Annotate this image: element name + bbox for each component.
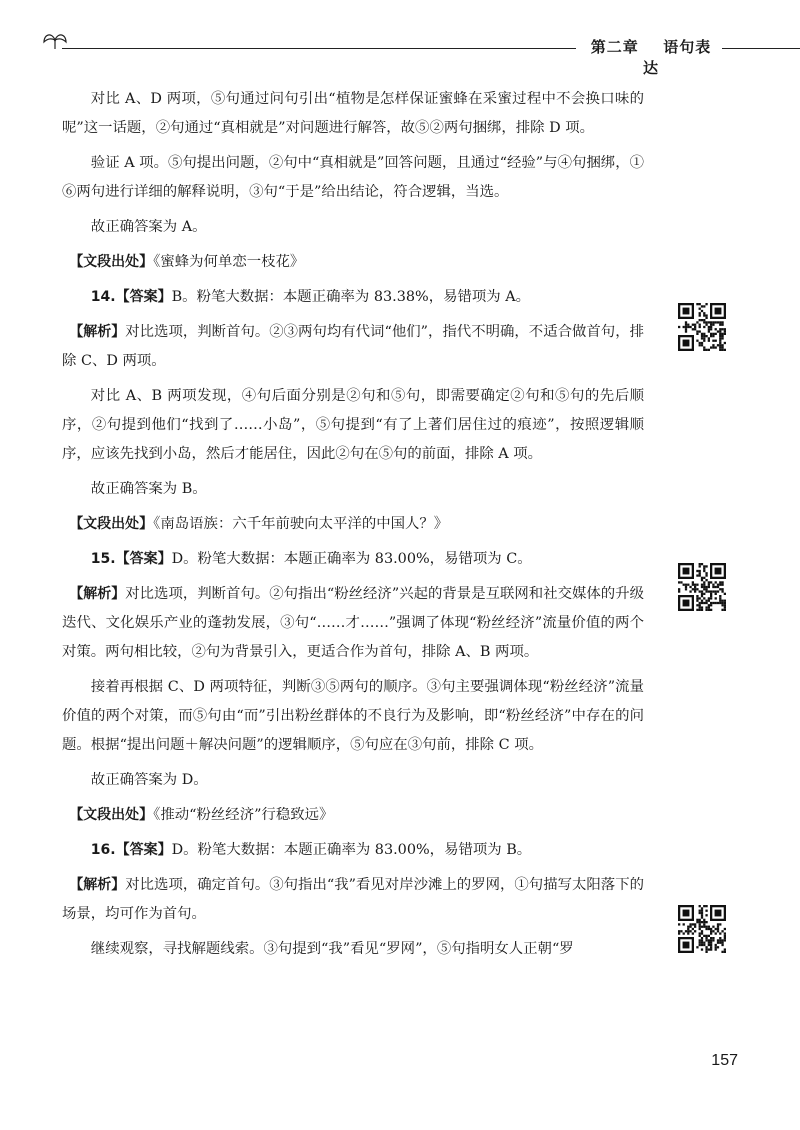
qr-code-graphic	[678, 905, 726, 953]
analysis-text: 对比选项，判断首句。②③两句均有代词“他们”，指代不明确，不适合做首句，排除 C、D 两项。	[62, 324, 645, 369]
page-number: 157	[711, 1052, 738, 1069]
source-tag: 【文段出处】	[69, 254, 154, 270]
qr-code-graphic	[678, 303, 726, 351]
page-header	[0, 0, 800, 77]
source-line	[62, 801, 644, 830]
answer-text: B。粉笔大数据：本题正确率为 83.38%，易错项为 A。	[171, 289, 531, 305]
answer-tag: 【答案】	[115, 289, 172, 305]
analysis-text: 对比选项，确定首句。③句指出“我”看见对岸沙滩上的罗网，①句描写太阳落下的场景，均可作为首句。	[62, 877, 645, 922]
analysis-q15	[62, 580, 644, 667]
question-number: 16.	[90, 842, 116, 858]
answer-text: D。粉笔大数据：本题正确率为 83.00%，易错项为 C。	[171, 551, 532, 567]
analysis-tag: 【解析】	[69, 586, 126, 602]
question-number: 15.	[90, 551, 116, 567]
analysis-q16	[62, 871, 644, 929]
chapter-number: 第二章	[590, 38, 639, 56]
paragraph: 对比 A、B 两项发现，④句后面分别是②句和⑤句，即需要确定②句和⑤句的先后顺序，②句提到他们“找到了……小岛”，⑤句提到“有了上著们居住过的痕迹”，按照逻辑顺序，应该先找到小岛，然后才能居住，因此②句在⑤句的前面，排除 A 项。	[62, 388, 644, 462]
qr-code-icon[interactable]	[678, 563, 726, 611]
answer-text: D。粉笔大数据：本题正确率为 83.00%，易错项为 B。	[171, 842, 532, 858]
source-line	[62, 248, 644, 277]
question-number: 14.	[90, 289, 116, 305]
header-rule-left	[62, 48, 576, 49]
source-title: 《南岛语族：六千年前驶向太平洋的中国人？》	[153, 516, 449, 532]
header-rule-right	[722, 48, 800, 49]
source-line	[62, 510, 644, 539]
qr-code-graphic	[678, 563, 726, 611]
source-title: 《推动“粉丝经济”行稳致远》	[153, 807, 334, 823]
section-name: 语句表达	[642, 38, 712, 77]
answer-tag: 【答案】	[115, 842, 172, 858]
paragraph: 故正确答案为 A。	[90, 219, 207, 235]
analysis-q14	[62, 318, 644, 376]
analysis-text: 对比选项，判断首句。②句指出“粉丝经济”兴起的背景是互联网和社交媒体的升级迭代、文化娱乐产业的蓬勃发展，③句“……才……”强调了体现“粉丝经济”流量价值的两个对策。两句相比较，②句为背景引入，更适合作为首句，排除 A、B 两项。	[62, 586, 645, 660]
paragraph: 故正确答案为 D。	[90, 772, 208, 788]
page-body	[62, 85, 644, 970]
qr-code-icon[interactable]	[678, 303, 726, 351]
chapter-title	[584, 36, 718, 78]
source-tag: 【文段出处】	[69, 516, 154, 532]
source-tag: 【文段出处】	[69, 807, 154, 823]
paragraph: 验证 A 项。⑤句提出问题，②句中“真相就是”回答问题，且通过“经验”与④句捆绑，①⑥两句进行详细的解释说明，③句“于是”给出结论，符合逻辑，当选。	[62, 155, 644, 200]
qr-code-icon[interactable]	[678, 905, 726, 953]
source-title: 《蜜蜂为何单恋一枝花》	[153, 254, 305, 270]
paragraph: 对比 A、D 两项，⑤句通过问句引出“植物是怎样保证蜜蜂在采蜜过程中不会换口味的呢”这一话题，②句通过“真相就是”对问题进行解答，故⑤②两句捆绑，排除 D 项。	[62, 91, 644, 136]
paragraph: 继续观察，寻找解题线索。③句提到“我”看见“罗网”，⑤句指明女人正朝“罗	[90, 941, 574, 957]
paragraph: 故正确答案为 B。	[90, 481, 207, 497]
analysis-tag: 【解析】	[69, 324, 126, 340]
answer-tag: 【答案】	[115, 551, 172, 567]
answer-line-q14	[62, 283, 644, 312]
answer-line-q15	[62, 545, 644, 574]
answer-line-q16	[62, 836, 644, 865]
analysis-tag: 【解析】	[69, 877, 126, 893]
paragraph: 接着再根据 C、D 两项特征，判断③⑤两句的顺序。③句主要强调体现“粉丝经济”流量价值的两个对策，而⑤句由“而”引出粉丝群体的不良行为及影响，即“粉丝经济”中存在的问题。根据“提出问题＋解决问题”的逻辑顺序，⑤句应在③句前，排除 C 项。	[62, 679, 644, 753]
leaf-logo-icon	[42, 28, 68, 50]
